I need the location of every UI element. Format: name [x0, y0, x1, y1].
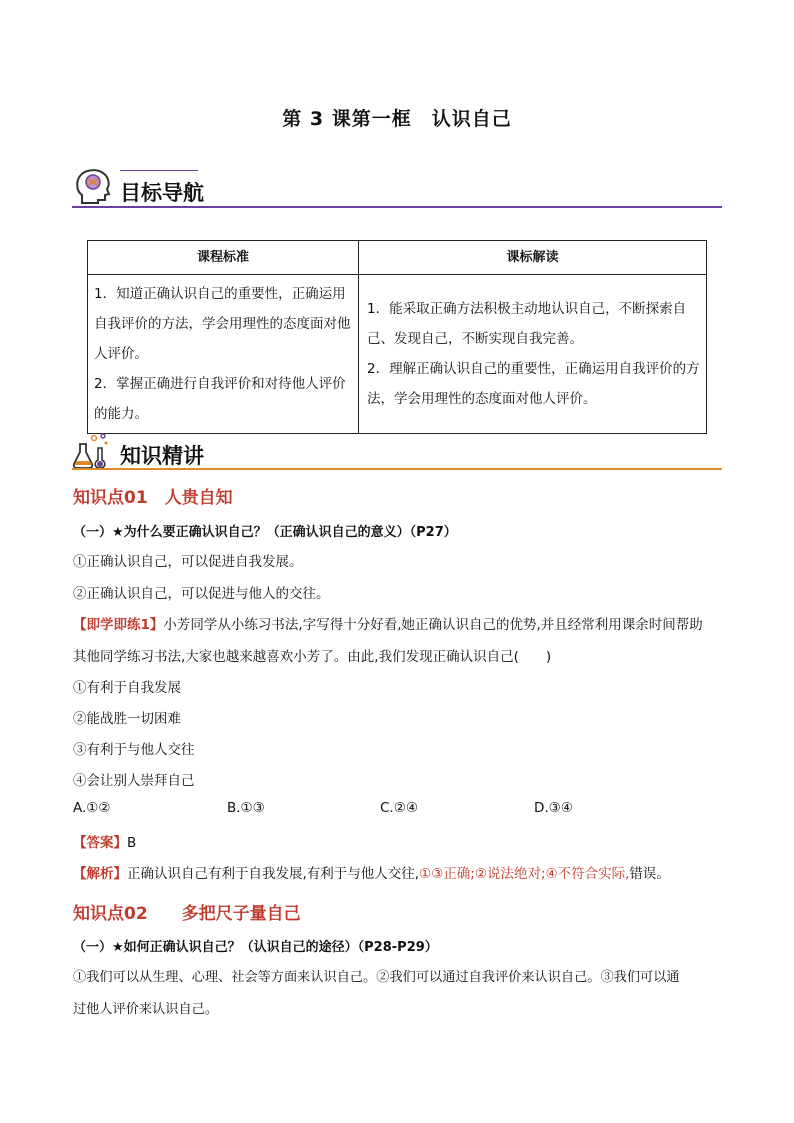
answer-line [73, 831, 136, 851]
option-b: B.①③ [227, 800, 265, 816]
statement-line: ①有利于自我发展 [73, 680, 181, 696]
header-overline [120, 170, 198, 171]
exercise-tag: 【即学即练1】 [73, 617, 164, 633]
cell-paragraph: 1．知道正确认识自己的重要性，正确运用自我评价的方法，学会用理性的态度面对他人评价。 [94, 286, 351, 362]
analysis-tag: 【解析】 [73, 866, 127, 882]
section-title-nav: 目标导航 [120, 181, 204, 205]
page-title: 第 3 课第一框 认识自己 [282, 108, 512, 130]
cell-paragraph: 1．能采取正确方法积极主动地认识自己，不断探索自己、发现自己，不断实现自我完善。 [367, 301, 687, 347]
question-heading: （一）★如何正确认识自己？（认识自己的途径）（P28-P29） [73, 940, 438, 955]
answer-value: B [127, 835, 137, 851]
cell-paragraph: 2．掌握正确进行自我评价和对待他人评价的能力。 [94, 376, 346, 422]
answer-tag: 【答案】 [73, 835, 127, 851]
head-brain-icon [74, 167, 112, 207]
exercise-line: 其他同学练习书法,大家也越来越喜欢小芳了。由此,我们发现正确认识自己( ) [73, 649, 552, 665]
exercise-text: 小芳同学从小练习书法,字写得十分好看,她正确认识自己的优势,并且经常利用课余时间帮助 [163, 617, 703, 633]
standards-table [87, 240, 707, 434]
statement-line: ②能战胜一切困难 [73, 711, 181, 727]
analysis-text: 正确认识自己有利于自我发展,有利于与他人交往, [127, 866, 420, 882]
knowledge-point-title: 知识点01 人贵自知 [73, 488, 233, 508]
section-header-nav [72, 163, 722, 209]
exercise-line [73, 613, 703, 633]
section-header-knowledge [72, 428, 722, 470]
statement-line: ④会让别人崇拜自己 [73, 773, 195, 789]
option-d: D.③④ [534, 800, 573, 816]
point-line: ①正确认识自己，可以促进自我发展。 [73, 554, 303, 570]
flask-icon [72, 430, 112, 470]
option-a: A.①② [73, 800, 111, 816]
analysis-end: 错误。 [629, 866, 670, 882]
body-line: 过他人评价来认识自己。 [73, 1002, 219, 1017]
analysis-highlight: ①③正确;②说法绝对;④不符合实际, [419, 866, 630, 882]
table-header: 课标解读 [359, 241, 707, 275]
knowledge-point-title: 知识点02 多把尺子量自己 [73, 904, 301, 924]
table-header: 课程标准 [88, 241, 359, 275]
body-line: ①我们可以从生理、心理、社会等方面来认识自己。②我们可以通过自我评价来认识自己。③我们可以通 [73, 970, 680, 985]
statement-line: ③有利于与他人交往 [73, 742, 195, 758]
analysis-line [73, 862, 670, 882]
section-rule [72, 468, 722, 470]
section-title-knowledge: 知识精讲 [120, 444, 204, 468]
table-cell [359, 275, 707, 434]
option-c: C.②④ [380, 800, 418, 816]
cell-paragraph: 2．理解正确认识自己的重要性，正确运用自我评价的方法，学会用理性的态度面对他人评价。 [367, 361, 700, 407]
section-rule [72, 206, 722, 208]
table-cell [88, 275, 359, 434]
point-line: ②正确认识自己，可以促进与他人的交往。 [73, 586, 330, 602]
question-heading: （一）★为什么要正确认识自己？（正确认识自己的意义）（P27） [73, 525, 457, 540]
